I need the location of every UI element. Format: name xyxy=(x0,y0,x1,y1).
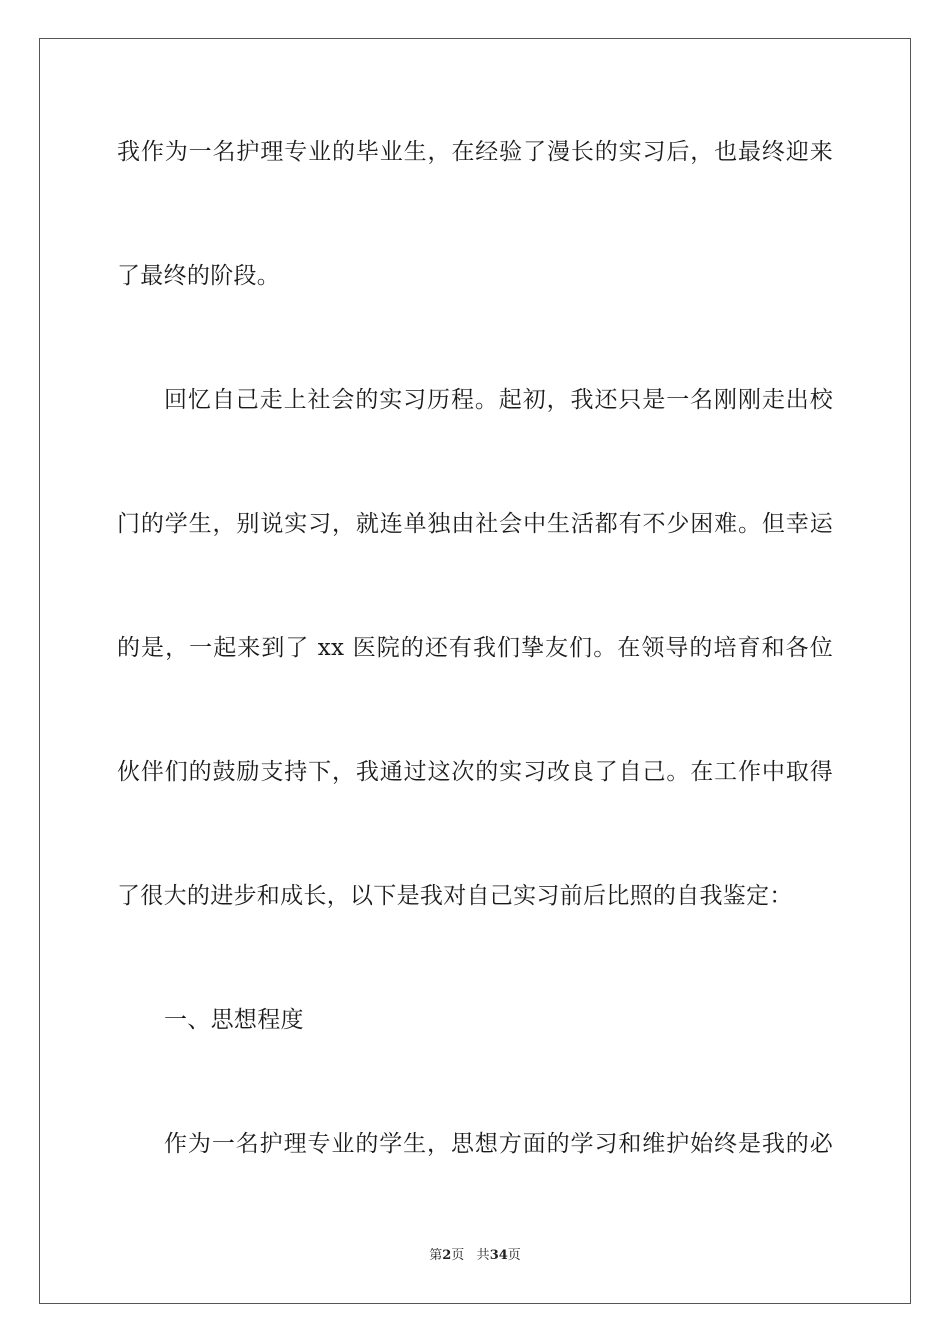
section-heading: 一、思想程度 xyxy=(164,1007,304,1033)
total-suffix: 页 xyxy=(507,1248,521,1263)
paragraph-line-3: 回忆自己走上社会的实习历程。起初，我还只是一名刚刚走出校 xyxy=(164,387,833,413)
total-pages: 34 xyxy=(489,1248,508,1263)
paragraph-line-9: 作为一名护理专业的学生，思想方面的学习和维护始终是我的必 xyxy=(164,1131,833,1157)
page-border xyxy=(39,38,911,1304)
page-footer xyxy=(0,1247,950,1265)
page-prefix: 第 xyxy=(429,1248,443,1263)
page-number: 2 xyxy=(442,1248,452,1263)
total-prefix: 共 xyxy=(476,1248,490,1263)
paragraph-line-2: 了最终的阶段。 xyxy=(117,263,281,289)
page-suffix: 页 xyxy=(451,1248,465,1263)
paragraph-line-6: 伙伴们的鼓励支持下，我通过这次的实习改良了自己。在工作中取得 xyxy=(117,759,833,785)
paragraph-line-1: 我作为一名护理专业的毕业生，在经验了漫长的实习后，也最终迎来 xyxy=(117,139,833,165)
paragraph-line-7: 了很大的进步和成长，以下是我对自己实习前后比照的自我鉴定： xyxy=(117,883,793,909)
paragraph-line-5: 的是，一起来到了 xx 医院的还有我们挚友们。在领导的培育和各位 xyxy=(117,635,833,661)
paragraph-line-4: 门的学生，别说实习，就连单独由社会中生活都有不少困难。但幸运 xyxy=(117,511,833,537)
